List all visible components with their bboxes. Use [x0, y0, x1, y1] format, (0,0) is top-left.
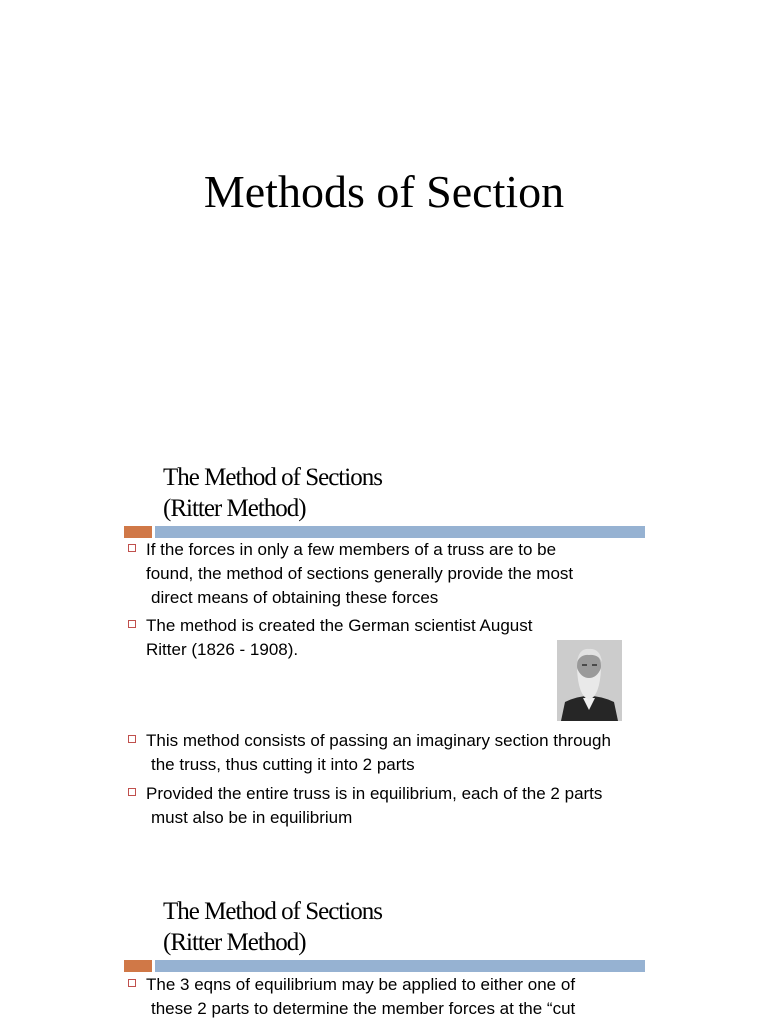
divider-orange-block: [124, 960, 152, 972]
bullet-line: the truss, thus cutting it into 2 parts: [151, 755, 415, 774]
bullet-line: The 3 eqns of equilibrium may be applied to either one of: [146, 975, 576, 994]
slide-1-bullet-3: [128, 729, 611, 777]
portrait-photo-icon: [557, 640, 622, 721]
slide-2-heading: [163, 896, 382, 958]
slide-1-bullet-1: [128, 538, 573, 610]
bullet-line: must also be in equilibrium: [151, 808, 353, 827]
square-bullet-icon: [128, 979, 136, 987]
slide-2-heading-line-2: (Ritter Method): [163, 929, 306, 956]
page-title: Methods of Section: [203, 166, 565, 217]
square-bullet-icon: [128, 735, 136, 743]
slide-1-bullet-2: [128, 614, 532, 662]
bullet-line: found, the method of sections generally provide the most: [146, 564, 574, 583]
bullet-line: direct means of obtaining these forces: [151, 588, 439, 607]
divider-blue-bar: [155, 960, 645, 972]
bullet-line: Ritter (1826 - 1908).: [146, 640, 299, 659]
square-bullet-icon: [128, 788, 136, 796]
ritter-portrait-image: [557, 640, 622, 721]
slide-1-heading-line-1: The Method of Sections: [163, 464, 382, 491]
divider-blue-bar: [155, 526, 645, 538]
slide-1-divider: [124, 526, 645, 538]
bullet-line: The method is created the German scientist August: [146, 616, 533, 635]
divider-orange-block: [124, 526, 152, 538]
square-bullet-icon: [128, 620, 136, 628]
slide-2-divider: [124, 960, 645, 972]
square-bullet-icon: [128, 544, 136, 552]
bullet-line: This method consists of passing an imaginary section through: [146, 731, 611, 750]
slide-1-heading-line-2: (Ritter Method): [163, 495, 306, 522]
bullet-line: If the forces in only a few members of a truss are to be: [146, 540, 557, 559]
slide-2-heading-line-1: The Method of Sections: [163, 898, 382, 925]
bullet-line: Provided the entire truss is in equilibrium, each of the 2 parts: [146, 784, 603, 803]
slide-1-bullet-4: [128, 782, 602, 830]
slide-2-bullet-1: [128, 973, 575, 1021]
slide-1-heading: [163, 462, 382, 524]
bullet-line: these 2 parts to determine the member forces at the “cut: [151, 999, 576, 1018]
